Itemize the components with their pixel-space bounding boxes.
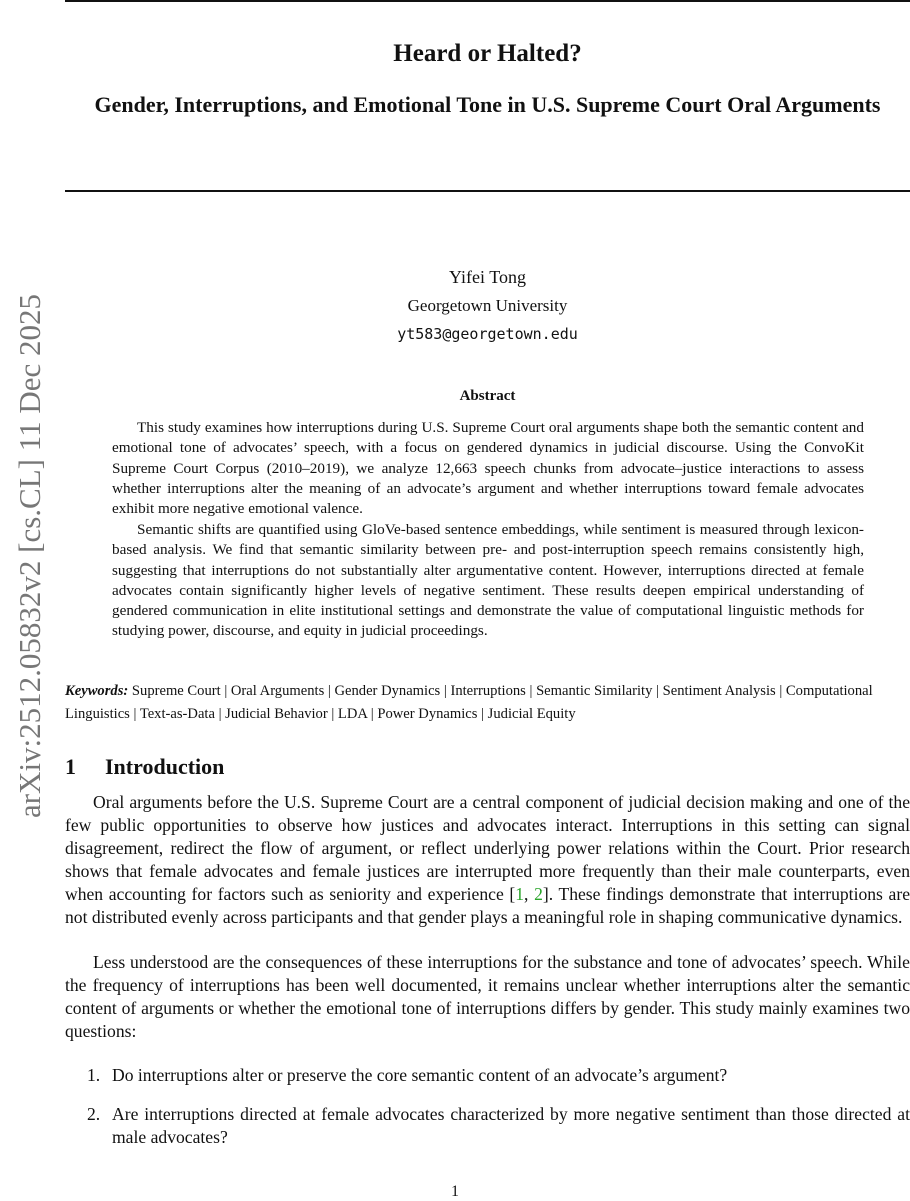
- list-item: [65, 1103, 910, 1149]
- list-number: 1.: [87, 1065, 101, 1085]
- author-affiliation: Georgetown University: [407, 296, 568, 315]
- paragraph-text: . These findings demonstrate that interruptions are not distributed evenly across participants and that gender plays a meaningful role in shaping communicative dynamics.: [65, 884, 910, 927]
- top-rule: [65, 0, 910, 2]
- cite-separator: ,: [524, 884, 535, 904]
- author-name: Yifei Tong: [449, 267, 526, 287]
- arxiv-identifier: arXiv:2512.05832v2 [cs.CL] 11 Dec 2025: [12, 293, 47, 819]
- title-rule: [65, 190, 910, 192]
- cite-bracket: [: [509, 884, 516, 904]
- list-item: [65, 1064, 910, 1087]
- section-number: 1: [65, 754, 76, 779]
- research-questions: [65, 1064, 910, 1165]
- author-email[interactable]: yt583@georgetown.edu: [397, 325, 578, 343]
- keywords-list: Supreme Court | Oral Arguments | Gender Dynamics | Interruptions | Semantic Similarity | Sentiment Analysis | Computational Linguistics | Text-as-Data | Judicial Behavior | LDA | Power Dynamics | Judicial Equity: [65, 683, 873, 722]
- paper-title: Heard or Halted?: [393, 40, 582, 67]
- paragraph-text: Oral arguments before the U.S. Supreme Court are a central component of judicial decision making and one of the few public opportunities to observe how justices and advocates interact. Interruptions in this setting can signal disagreement, redirect the flow of argument, or reflect underlying power relations within the Court. Prior research shows that female advocates and female justices are interrupted more frequently than their male counterparts, even when accounting for factors such as seniority and experience: [65, 792, 910, 904]
- list-text: Do interruptions alter or preserve the core semantic content of an advocate’s argument?: [112, 1065, 728, 1085]
- list-number: 2.: [87, 1104, 101, 1124]
- section-heading: [65, 754, 224, 780]
- citation-link[interactable]: 2: [534, 884, 543, 904]
- keywords: [65, 680, 910, 726]
- body-paragraph: [65, 791, 910, 929]
- list-text: Are interruptions directed at female advocates characterized by more negative sentiment than those directed at male advocates?: [112, 1104, 910, 1147]
- keywords-label: Keywords:: [65, 683, 129, 699]
- page-number: 1: [451, 1183, 459, 1200]
- abstract-paragraph: This study examines how interruptions during U.S. Supreme Court oral arguments shape both the semantic content and emotional tone of advocates’ speech, with a focus on gendered dynamics in judicial discourse. Using the ConvoKit Supreme Court Corpus (2010–2019), we analyze 12,663 speech chunks from advocate–justice interactions to assess whether interruptions alter the meaning of an advocate’s argument and whether interruptions toward female advocates exhibit more negative emotional valence.: [112, 419, 864, 518]
- abstract-heading: Abstract: [459, 388, 516, 404]
- paper-subtitle: Gender, Interruptions, and Emotional Tone in U.S. Supreme Court Oral Arguments: [94, 92, 881, 117]
- cite-bracket: ]: [542, 884, 549, 904]
- body-paragraph: Less understood are the consequences of these interruptions for the substance and tone of advocates’ speech. While the frequency of interruptions has been well documented, it remains unclear whether interruptions alter the semantic content of arguments or whether the emotional tone of interruptions differs by gender. This study mainly examines two questions:: [65, 952, 910, 1041]
- section-title: Introduction: [105, 754, 225, 779]
- abstract-paragraph: Semantic shifts are quantified using GloVe-based sentence embeddings, while sentiment is measured through lexicon-based analysis. We find that semantic similarity between pre- and post-interruption speech remains consistently high, suggesting that interruptions do not substantially alter argumentative content. However, interruptions directed at female advocates contain significantly higher levels of negative sentiment. These results deepen empirical understanding of gendered communication in elite institutional settings and demonstrate the value of computational linguistic methods for studying power, discourse, and equity in judicial proceedings.: [112, 521, 864, 640]
- citation-link[interactable]: 1: [515, 884, 525, 904]
